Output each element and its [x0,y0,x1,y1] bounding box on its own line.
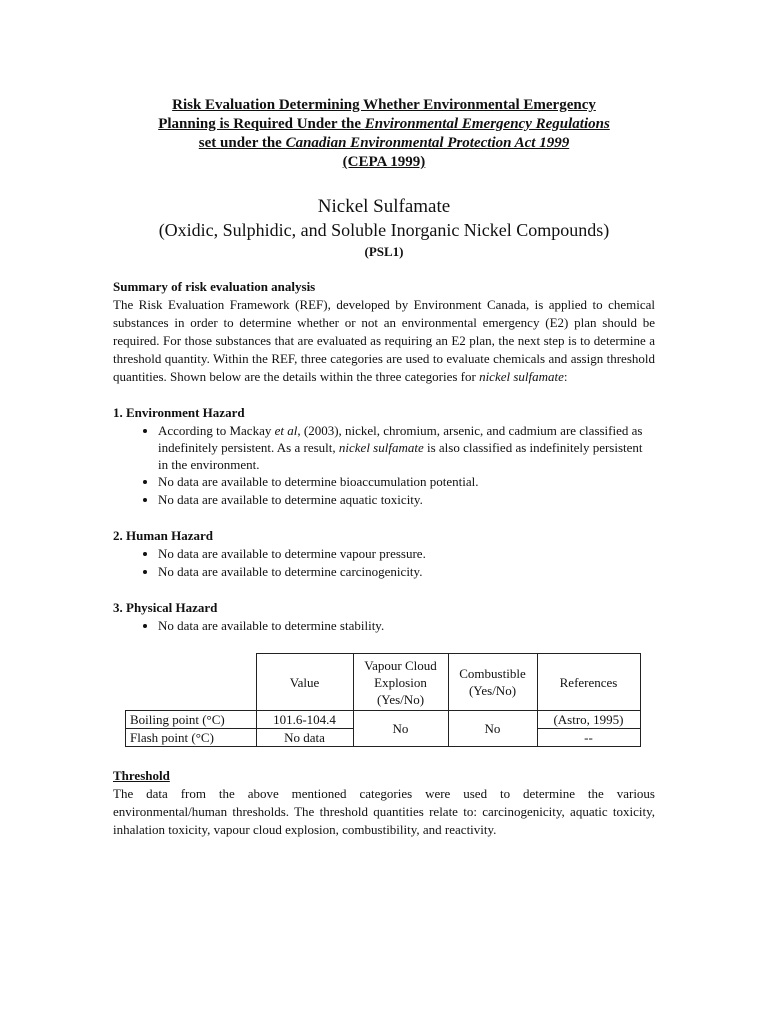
table-row [126,711,641,729]
table-header-row [126,654,641,711]
substance-list: (PSL1) [364,244,404,259]
list-item: • No data are available to determine vapour pressure. [158,545,655,563]
table-cell-reference: -- [537,729,640,747]
physical-hazard-heading: 3. Physical Hazard [113,600,218,615]
title-line-2: Planning is Required Under the Environmental Emergency Regulations [158,116,610,132]
human-hazard-heading: 2. Human Hazard [113,528,214,543]
title-line-3: set under the Canadian Environmental Protection Act 1999 [198,135,570,151]
threshold-text: The data from the above mentioned categories were used to determine the various environmental/human thresholds. The threshold quantities relate to: carcinogenicity, aquatic toxicity, inhalation toxicity, vapour cloud explosion, combustibility, and reactivity. [113,786,655,837]
table-cell-reference: (Astro, 1995) [537,711,640,729]
table-corner-cell [126,654,257,711]
table-header-vce: Vapour Cloud Explosion (Yes/No) [353,654,448,711]
human-hazard-list [113,545,655,581]
substance-group: (Oxidic, Sulphidic, and Soluble Inorganic Nickel Compounds) [158,220,610,240]
list-item: • According to Mackay et al, (2003), nickel, chromium, arsenic, and cadmium are classified as indefinitely persistent. As a result, nickel sulfamate is also classified as indefinitely persistent in the environment. [158,422,655,473]
environment-hazard-heading: 1. Environment Hazard [113,405,245,420]
table-cell-value: No data [256,729,353,747]
table-cell-value: 101.6-104.4 [256,711,353,729]
table-cell-combustible: No [448,711,537,747]
environment-hazard-list [113,422,655,509]
substance-name: Nickel Sulfamate [317,196,451,217]
list-item: • No data are available to determine carcinogenicity. [158,563,655,581]
title-line-1: Risk Evaluation Determining Whether Environmental Emergency [172,97,596,113]
table-header-references: References [537,654,640,711]
summary-heading: Summary of risk evaluation analysis [113,279,316,294]
list-item: • No data are available to determine bioaccumulation potential. [158,473,655,491]
list-item: • No data are available to determine stability. [158,617,655,635]
table-cell-label: Boiling point (°C) [126,711,257,729]
physical-hazard-list [113,617,655,635]
list-item: • No data are available to determine aquatic toxicity. [158,491,655,509]
table-header-combustible: Combustible (Yes/No) [448,654,537,711]
title-line-4: (CEPA 1999) [342,154,426,170]
summary-text: The Risk Evaluation Framework (REF), developed by Environment Canada, is applied to chemical substances in order to determine whether or not an environmental emergency (E2) plan should be required. For those substances that are evaluated as requiring an E2 plan, the next step is to determine a threshold quantity. Within the REF, three categories are used to evaluate chemicals and assign threshold quantities. Shown below are the details within the three categories for nickel sulfamate: [113,297,655,384]
table-cell-vce: No [353,711,448,747]
document-title [0,96,768,172]
table-header-value: Value [256,654,353,711]
properties-table [125,653,641,747]
threshold-heading: Threshold [113,768,170,783]
document-body [113,278,655,839]
table-cell-label: Flash point (°C) [126,729,257,747]
